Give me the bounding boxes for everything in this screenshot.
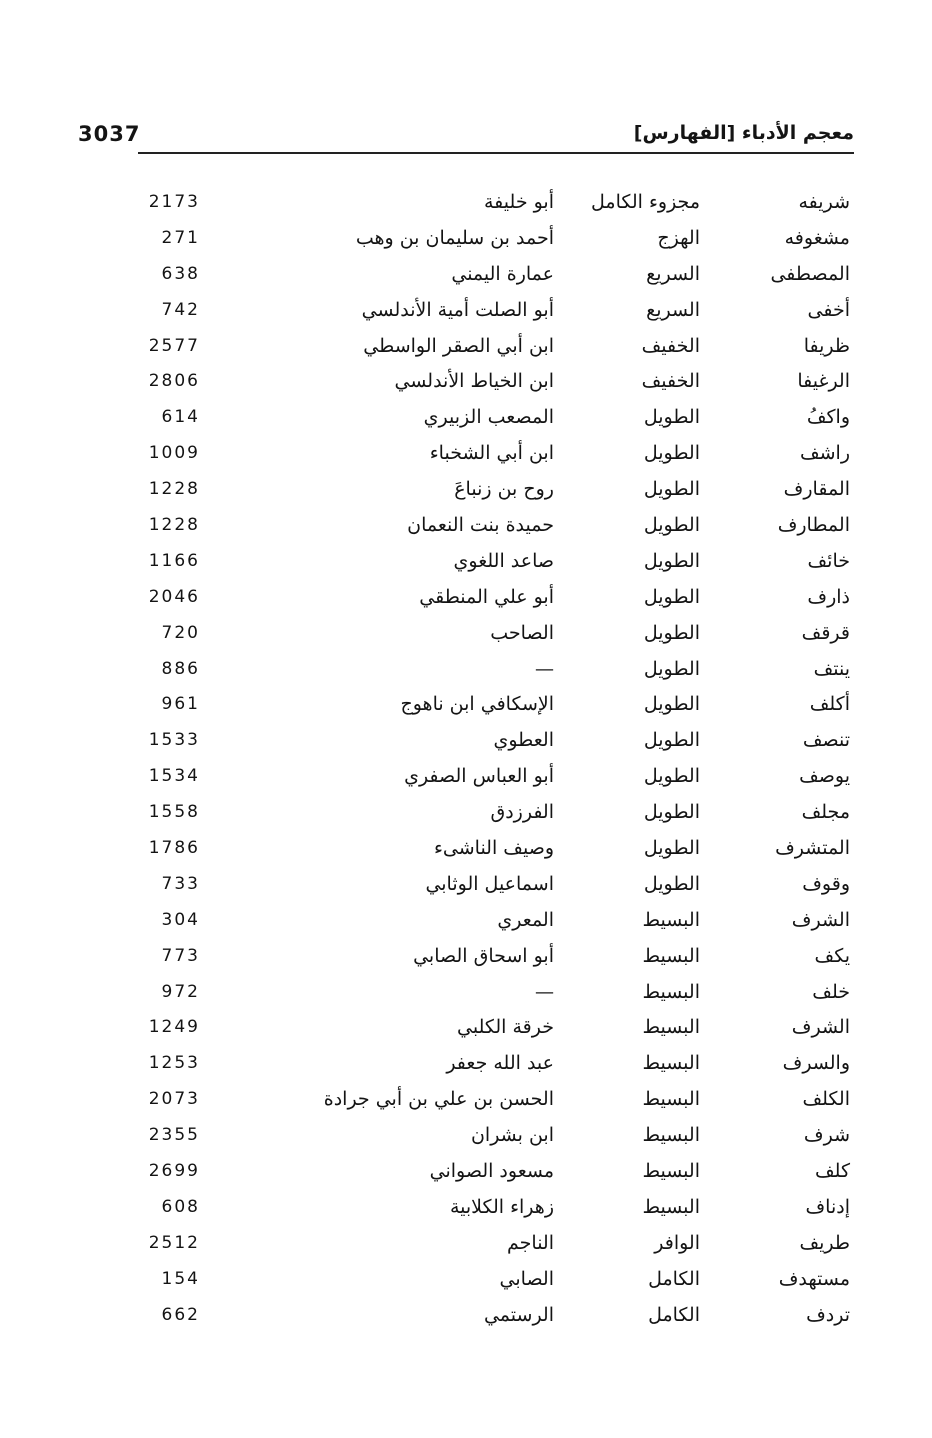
index-row bbox=[0, 330, 932, 366]
page-reference: 608 bbox=[161, 1196, 200, 1217]
page-reference: 2073 bbox=[148, 1089, 200, 1110]
index-row bbox=[0, 258, 932, 294]
poet-name: صاعد اللغوي bbox=[453, 549, 554, 572]
page-reference: 961 bbox=[161, 694, 200, 715]
index-row bbox=[0, 617, 932, 653]
index-row bbox=[0, 222, 932, 258]
index-row bbox=[0, 1299, 932, 1335]
page-reference: 662 bbox=[161, 1304, 200, 1325]
rhyme-word: الرغيفا bbox=[797, 370, 850, 393]
meter-name: البسيط bbox=[642, 1016, 700, 1039]
page-reference: 154 bbox=[161, 1268, 200, 1289]
rhyme-word: ظريفا bbox=[803, 334, 850, 357]
poet-name: أبو علي المنطقي bbox=[419, 585, 554, 608]
poet-name: وصيف الناشىء bbox=[433, 837, 554, 860]
rhyme-index-table bbox=[0, 186, 932, 1335]
page-reference: 1253 bbox=[148, 1053, 200, 1074]
meter-name: البسيط bbox=[642, 1124, 700, 1147]
rhyme-word: طريف bbox=[799, 1231, 850, 1254]
poet-name: أبو الصلت أمية الأندلسي bbox=[361, 298, 554, 321]
poet-name: روح بن زنباعَ bbox=[454, 478, 554, 501]
poet-name: الإسكافي ابن ناهوج bbox=[400, 693, 554, 716]
page-reference: 271 bbox=[161, 227, 200, 248]
page-reference: 1228 bbox=[148, 479, 200, 500]
rhyme-word: المقارف bbox=[783, 478, 850, 501]
meter-name: الطويل bbox=[643, 765, 700, 788]
meter-name: البسيط bbox=[642, 1160, 700, 1183]
page-number: 3037 bbox=[78, 122, 141, 146]
poet-name: أبو خليفة bbox=[484, 191, 554, 213]
page-reference: 2699 bbox=[148, 1161, 200, 1182]
index-row bbox=[0, 1263, 932, 1299]
page-reference: 1558 bbox=[148, 802, 200, 823]
page-reference: 1249 bbox=[148, 1017, 200, 1038]
running-header bbox=[78, 122, 854, 152]
page-reference: 638 bbox=[161, 263, 200, 284]
rhyme-word: راشف bbox=[799, 442, 850, 465]
meter-name: الطويل bbox=[643, 657, 700, 680]
rhyme-word: الكلف bbox=[802, 1088, 850, 1111]
index-row bbox=[0, 1083, 932, 1119]
meter-name: الطويل bbox=[643, 514, 700, 537]
meter-name: مجزوء الكامل bbox=[591, 191, 700, 213]
poet-name: الصابي bbox=[499, 1267, 554, 1290]
page-reference: 1533 bbox=[148, 730, 200, 751]
meter-name: الخفيف bbox=[641, 370, 700, 393]
page-reference: 1786 bbox=[148, 838, 200, 859]
meter-name: الطويل bbox=[643, 621, 700, 644]
index-row bbox=[0, 796, 932, 832]
index-row bbox=[0, 545, 932, 581]
rhyme-word: المطارف bbox=[777, 514, 850, 537]
meter-name: الكامل bbox=[648, 1303, 700, 1326]
poet-name: حميدة بنت النعمان bbox=[407, 514, 554, 537]
rhyme-word: ينتف bbox=[813, 657, 850, 680]
index-row bbox=[0, 365, 932, 401]
rhyme-word: يكف bbox=[814, 944, 850, 967]
rhyme-word: أكلف bbox=[809, 693, 850, 716]
index-row bbox=[0, 1011, 932, 1047]
meter-name: الطويل bbox=[643, 801, 700, 824]
poet-name: عبد الله جعفر bbox=[446, 1052, 554, 1075]
meter-name: الطويل bbox=[643, 585, 700, 608]
rhyme-word: شريفه bbox=[798, 191, 850, 213]
rhyme-word: تنصف bbox=[802, 729, 850, 752]
index-row bbox=[0, 904, 932, 940]
poet-name: عمارة اليمني bbox=[451, 262, 554, 285]
page-reference: 1009 bbox=[148, 443, 200, 464]
index-row bbox=[0, 1191, 932, 1227]
index-row bbox=[0, 186, 932, 222]
page-reference: 2173 bbox=[148, 192, 200, 212]
page-reference: 2355 bbox=[148, 1125, 200, 1146]
index-row bbox=[0, 581, 932, 617]
meter-name: الطويل bbox=[643, 549, 700, 572]
page-reference: 1228 bbox=[148, 515, 200, 536]
rhyme-word: خلف bbox=[812, 980, 850, 1003]
page-reference: 1166 bbox=[148, 550, 200, 571]
meter-name: البسيط bbox=[642, 1052, 700, 1075]
rhyme-word: تردف bbox=[806, 1303, 850, 1326]
poet-name: المعري bbox=[497, 908, 554, 931]
poet-name: المصعب الزبيري bbox=[423, 406, 554, 429]
index-row bbox=[0, 401, 932, 437]
index-row bbox=[0, 724, 932, 760]
page-reference: 733 bbox=[161, 873, 200, 894]
meter-name: الطويل bbox=[643, 693, 700, 716]
meter-name: الطويل bbox=[643, 442, 700, 465]
meter-name: السريع bbox=[646, 262, 700, 285]
poet-name: ابن أبي الشخباء bbox=[429, 442, 554, 465]
rhyme-word: كلف bbox=[814, 1160, 850, 1183]
poet-name: ابن الخياط الأندلسي bbox=[394, 370, 554, 393]
poet-name: خرقة الكلبي bbox=[457, 1016, 554, 1039]
page-reference: 886 bbox=[161, 658, 200, 679]
poet-name: أبو العباس الصفري bbox=[404, 765, 554, 788]
poet-name: ابن بشران bbox=[470, 1124, 554, 1147]
meter-name: الطويل bbox=[643, 837, 700, 860]
page-reference: 2512 bbox=[148, 1232, 200, 1253]
page-reference: 2577 bbox=[148, 335, 200, 356]
rhyme-word: مجلف bbox=[801, 801, 850, 824]
index-row bbox=[0, 1155, 932, 1191]
rhyme-word: المصطفى bbox=[770, 262, 850, 285]
page-reference: 720 bbox=[161, 622, 200, 643]
index-row bbox=[0, 688, 932, 724]
page-reference: 2806 bbox=[148, 371, 200, 392]
poet-name: أبو اسحاق الصابي bbox=[413, 944, 554, 967]
poet-name: الرستمي bbox=[483, 1303, 554, 1326]
index-row bbox=[0, 437, 932, 473]
poet-name: الناجم bbox=[507, 1231, 554, 1254]
poet-name: الحسن بن علي بن أبي جرادة bbox=[323, 1088, 554, 1111]
meter-name: الطويل bbox=[643, 478, 700, 501]
rhyme-word: شرف bbox=[803, 1124, 850, 1147]
index-row bbox=[0, 1119, 932, 1155]
rhyme-word: قرقف bbox=[801, 621, 850, 644]
rhyme-word: خائف bbox=[807, 549, 850, 572]
page-reference: 972 bbox=[161, 981, 200, 1002]
meter-name: الطويل bbox=[643, 406, 700, 429]
meter-name: الطويل bbox=[643, 872, 700, 895]
poet-name: ابن أبي الصقر الواسطي bbox=[363, 334, 554, 357]
meter-name: البسيط bbox=[642, 908, 700, 931]
meter-name: الطويل bbox=[643, 729, 700, 752]
book-title: معجم الأدباء [الفهارس] bbox=[633, 122, 854, 144]
poet-name: اسماعيل الوثابي bbox=[425, 872, 554, 895]
index-row bbox=[0, 1047, 932, 1083]
rhyme-word: مشغوفه bbox=[784, 226, 850, 249]
poet-name: أحمد بن سليمان بن وهب bbox=[355, 226, 554, 249]
poet-name: الفرزدق bbox=[490, 801, 554, 824]
meter-name: البسيط bbox=[642, 980, 700, 1003]
poet-name: العطوي bbox=[493, 729, 554, 752]
index-row bbox=[0, 832, 932, 868]
meter-name: البسيط bbox=[642, 944, 700, 967]
index-row bbox=[0, 294, 932, 330]
rhyme-word: ذارف bbox=[807, 585, 850, 608]
page-reference: 614 bbox=[161, 407, 200, 428]
page-reference: 2046 bbox=[148, 586, 200, 607]
rhyme-word: وقوف bbox=[802, 872, 850, 895]
page-reference: 742 bbox=[161, 299, 200, 320]
poet-name: مسعود الصواني bbox=[429, 1160, 554, 1183]
rhyme-word: أخفى bbox=[807, 298, 850, 321]
page-reference: 1534 bbox=[148, 766, 200, 787]
rhyme-word: إدناف bbox=[805, 1195, 850, 1218]
index-row bbox=[0, 940, 932, 976]
rhyme-word: واكفُ bbox=[806, 406, 850, 429]
poet-name: زهراء الكلابية bbox=[449, 1195, 554, 1218]
index-row bbox=[0, 760, 932, 796]
rhyme-word: يوصف bbox=[799, 765, 850, 788]
header-rule bbox=[138, 152, 854, 154]
meter-name: البسيط bbox=[642, 1195, 700, 1218]
page-reference: 304 bbox=[161, 909, 200, 930]
index-row bbox=[0, 976, 932, 1012]
index-row bbox=[0, 473, 932, 509]
meter-name: الهزج bbox=[657, 226, 700, 249]
index-row bbox=[0, 509, 932, 545]
poet-name: — bbox=[535, 980, 554, 1003]
meter-name: الخفيف bbox=[641, 334, 700, 357]
rhyme-word: الشرف bbox=[791, 1016, 850, 1039]
meter-name: السريع bbox=[646, 298, 700, 321]
rhyme-word: الشرف bbox=[791, 908, 850, 931]
page-reference: 773 bbox=[161, 945, 200, 966]
rhyme-word: والسرف bbox=[782, 1052, 850, 1075]
index-row bbox=[0, 1227, 932, 1263]
meter-name: البسيط bbox=[642, 1088, 700, 1111]
rhyme-word: مستهدف bbox=[778, 1267, 850, 1290]
index-row bbox=[0, 653, 932, 689]
poet-name: — bbox=[535, 657, 554, 680]
meter-name: الكامل bbox=[648, 1267, 700, 1290]
rhyme-word: المتشرف bbox=[775, 837, 850, 860]
poet-name: الصاحب bbox=[490, 621, 554, 644]
index-row bbox=[0, 868, 932, 904]
meter-name: الوافر bbox=[654, 1231, 700, 1254]
